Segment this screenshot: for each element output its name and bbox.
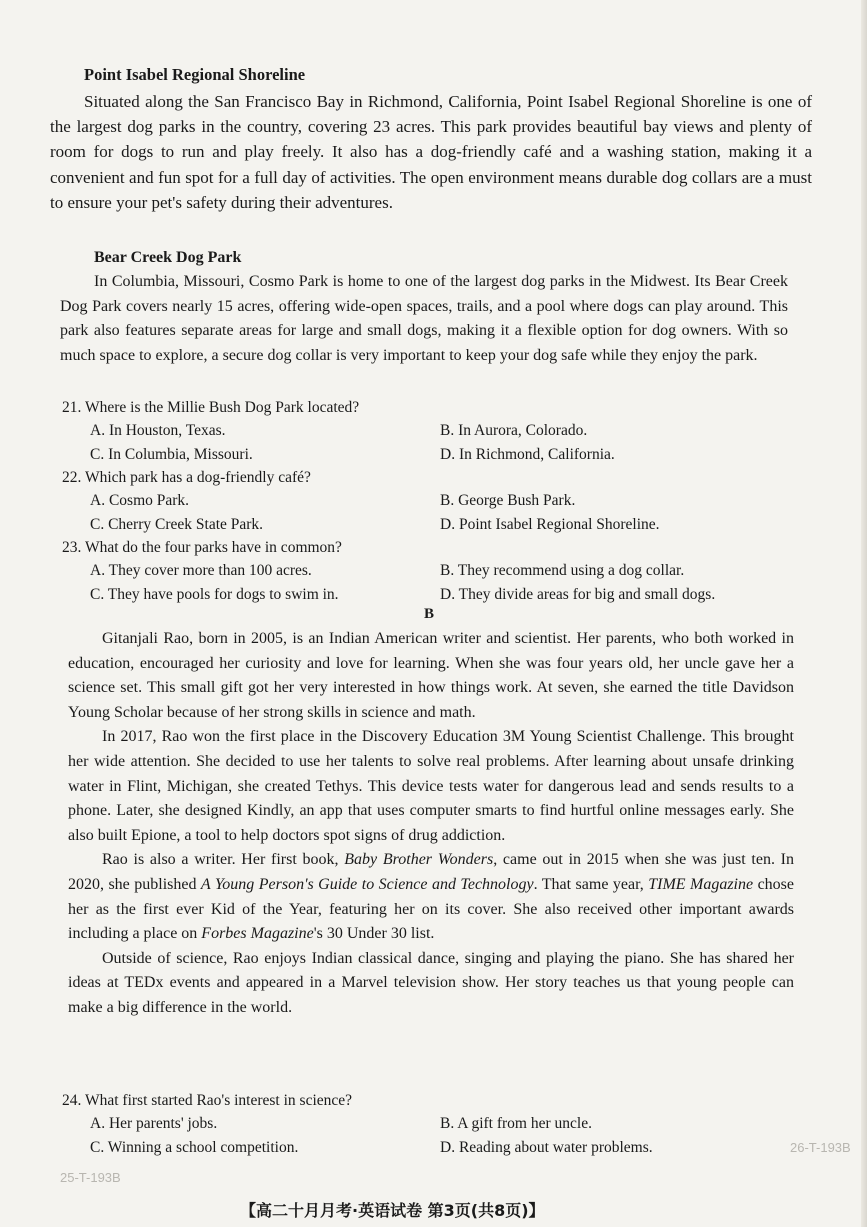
question-stem: 23. What do the four parks have in common? bbox=[62, 539, 342, 556]
option-c[interactable]: C. In Columbia, Missouri. bbox=[90, 446, 253, 463]
option-d[interactable]: D. Reading about water problems. bbox=[440, 1139, 653, 1156]
option-b[interactable]: B. In Aurora, Colorado. bbox=[440, 422, 588, 439]
text-run: chose her as the first ever Kid of the Year, featuring her on its cover. She also received other important awards including a place on bbox=[68, 875, 794, 943]
passage-b-paragraph-2: In 2017, Rao won the first place in the Discovery Education 3M Young Scientist Challenge. This brought her wide attention. She decided to use her talents to solve real problems. After learning about unsafe drinking water in Flint, Michigan, she created Tethys. This device tests water for dangerous lead and sends results to a phone. Later, she designed Kindly, an app that uses computer smarts to find hurtful online messages early. She also built Epione, a tool to help doctors spot signs of drug addiction. bbox=[68, 728, 794, 844]
page-footer: 【高二十月月考·英语试卷 第3页(共8页)】 bbox=[240, 1201, 545, 1220]
option-d[interactable]: D. In Richmond, California. bbox=[440, 446, 615, 463]
text-run: . That same year, bbox=[533, 875, 649, 893]
book-title: A Young Person's Guide to Science and Technology bbox=[200, 875, 534, 893]
option-b[interactable]: B. They recommend using a dog collar. bbox=[440, 562, 685, 579]
question-22 bbox=[62, 467, 802, 537]
passage-b-paragraph-4: Outside of science, Rao enjoys Indian classical dance, singing and playing the piano. She has shared her ideas at TEDx events and appeared in a Marvel television show. Her story teaches us that young people can make a big difference in the world. bbox=[68, 949, 794, 1016]
option-c[interactable]: C. Winning a school competition. bbox=[90, 1139, 299, 1156]
magazine-title: TIME Magazine bbox=[648, 875, 754, 893]
passage-bear-creek bbox=[60, 247, 788, 368]
question-21 bbox=[62, 397, 802, 467]
question-23 bbox=[62, 537, 802, 607]
option-a[interactable]: A. Her parents' jobs. bbox=[90, 1115, 218, 1132]
option-b[interactable]: B. A gift from her uncle. bbox=[440, 1115, 592, 1132]
question-options bbox=[90, 559, 802, 607]
park-heading-point-isabel: Point Isabel Regional Shoreline bbox=[84, 65, 306, 84]
question-stem: 24. What first started Rao's interest in science? bbox=[62, 1092, 353, 1109]
question-stem: 21. Where is the Millie Bush Dog Park located? bbox=[62, 399, 360, 416]
option-c[interactable]: C. They have pools for dogs to swim in. bbox=[90, 586, 339, 603]
passage-b-paragraph-1: Gitanjali Rao, born in 2005, is an Indian American writer and scientist. Her parents, who both worked in education, encouraged her curiosity and love for learning. When she was four years old, her uncle gave her a science set. This small gift got her very interested in how things work. At seven, she earned the title Davidson Young Scholar because of her strong skills in science and math. bbox=[68, 630, 794, 721]
question-group-a bbox=[62, 397, 802, 607]
passage-b bbox=[68, 627, 794, 1021]
option-d[interactable]: D. They divide areas for big and small dogs. bbox=[440, 586, 716, 603]
bleed-through-text: 25-T-193B bbox=[60, 1170, 121, 1185]
park-description-bear-creek: In Columbia, Missouri, Cosmo Park is home to one of the largest dog parks in the Midwest. Its Bear Creek Dog Park covers nearly 15 acres, offering wide-open spaces, trails, and a pool where dogs can play around. This park also features separate areas for large and small dogs, making it a flexible option for dog owners. With so much space to explore, a secure dog collar is very important to keep your dog safe while they enjoy the park. bbox=[60, 273, 788, 364]
question-options bbox=[90, 489, 802, 537]
text-run: , came out in 2015 when she was just ten. In 2020, she published bbox=[68, 851, 795, 893]
passage-b-paragraph-3 bbox=[68, 848, 794, 946]
question-options bbox=[90, 1112, 802, 1160]
text-run: 's 30 Under 30 list. bbox=[313, 925, 435, 943]
option-a[interactable]: A. They cover more than 100 acres. bbox=[90, 562, 312, 579]
option-c[interactable]: C. Cherry Creek State Park. bbox=[90, 516, 264, 533]
question-options bbox=[90, 419, 802, 467]
option-a[interactable]: A. In Houston, Texas. bbox=[90, 422, 226, 439]
question-stem: 22. Which park has a dog-friendly café? bbox=[62, 469, 311, 486]
passage-point-isabel bbox=[50, 64, 812, 215]
option-a[interactable]: A. Cosmo Park. bbox=[90, 492, 190, 509]
option-b[interactable]: B. George Bush Park. bbox=[440, 492, 576, 509]
bleed-through-text: 26-T-193B bbox=[790, 1140, 851, 1155]
park-heading-bear-creek: Bear Creek Dog Park bbox=[94, 249, 242, 266]
section-letter: B bbox=[424, 606, 435, 622]
park-description-point-isabel: Situated along the San Francisco Bay in Richmond, California, Point Isabel Regional Shoreline is one of the largest dog parks in the country, covering 23 acres. This park provides beautiful bay views and plenty of room for dogs to run and play freely. It also has a dog-friendly café and a washing station, making it a convenient and fun spot for a full day of activities. The open environment means durable dog collars are a must to ensure your pet's safety during their adventures. bbox=[50, 92, 812, 212]
text-run: Rao is also a writer. Her first book, bbox=[102, 851, 345, 869]
question-24 bbox=[62, 1090, 802, 1160]
page-edge bbox=[861, 0, 867, 1227]
option-d[interactable]: D. Point Isabel Regional Shoreline. bbox=[440, 516, 660, 533]
magazine-title: Forbes Magazine bbox=[201, 925, 314, 943]
book-title: Baby Brother Wonders bbox=[344, 851, 494, 869]
